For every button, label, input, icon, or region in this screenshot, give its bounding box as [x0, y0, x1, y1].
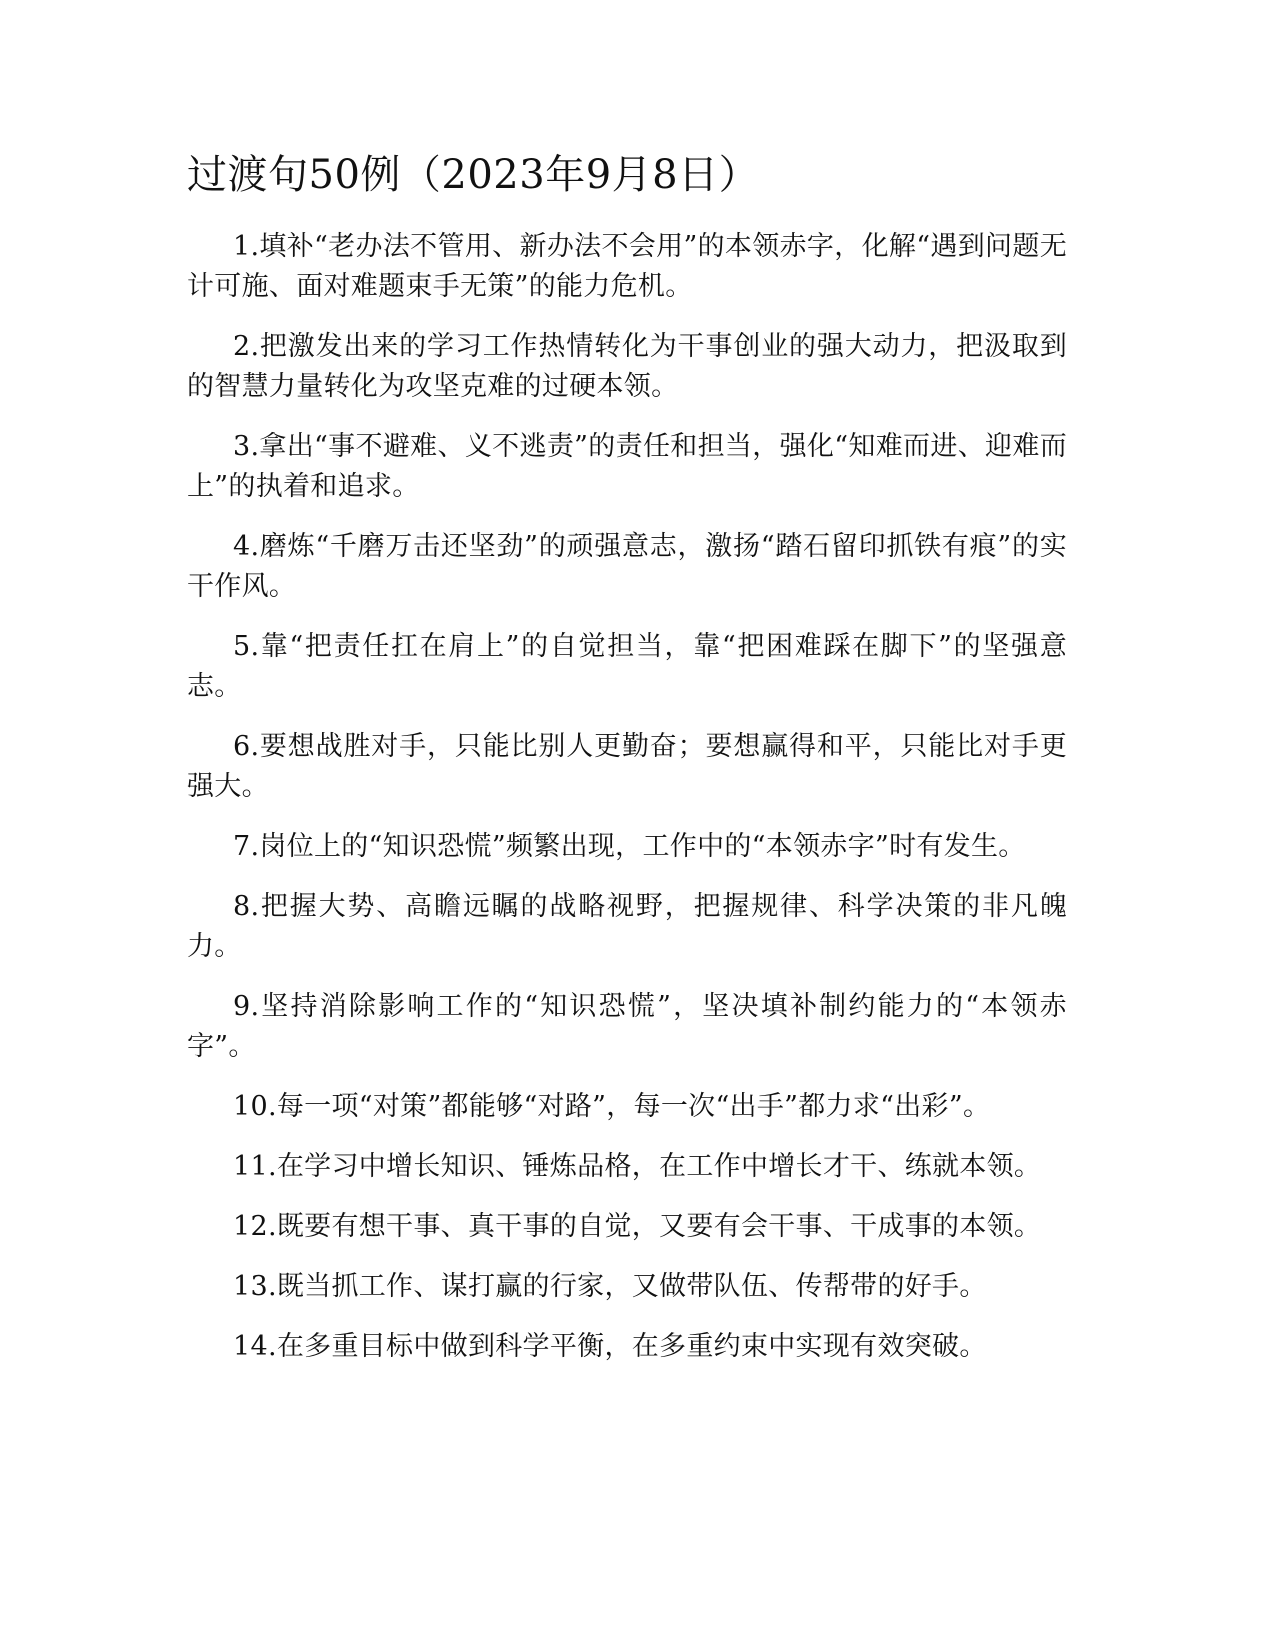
list-item: 5.靠“把责任扛在肩上”的自觉担当，靠“把困难踩在脚下”的坚强意志。 — [187, 631, 1067, 702]
list-item: 11.在学习中增长知识、锤炼品格，在工作中增长才干、练就本领。 — [233, 1151, 1042, 1182]
list-item: 7.岗位上的“知识恐慌”频繁出现，工作中的“本领赤字”时有发生。 — [233, 831, 1026, 862]
list-item: 8.把握大势、高瞻远瞩的战略视野，把握规律、科学决策的非凡魄力。 — [187, 891, 1067, 962]
list-item: 10.每一项“对策”都能够“对路”，每一次“出手”都力求“出彩”。 — [233, 1091, 991, 1122]
list-item: 14.在多重目标中做到科学平衡，在多重约束中实现有效突破。 — [233, 1331, 987, 1362]
list-item: 13.既当抓工作、谋打赢的行家，又做带队伍、传帮带的好手。 — [233, 1271, 987, 1302]
list-item: 6.要想战胜对手，只能比别人更勤奋；要想赢得和平，只能比对手更强大。 — [187, 731, 1067, 802]
list-item: 4.磨炼“千磨万击还坚劲”的顽强意志，激扬“踏石留印抓铁有痕”的实干作风。 — [187, 531, 1067, 602]
document-body — [187, 143, 1067, 1387]
document-title: 过渡句50例（2023年9月8日） — [187, 152, 760, 198]
list-item: 9.坚持消除影响工作的“知识恐慌”，坚决填补制约能力的“本领赤字”。 — [187, 991, 1067, 1062]
list-item: 3.拿出“事不避难、义不逃责”的责任和担当，强化“知难而进、迎难而上”的执着和追求。 — [187, 431, 1067, 502]
list-item: 2.把激发出来的学习工作热情转化为干事创业的强大动力，把汲取到的智慧力量转化为攻坚克难的过硬本领。 — [187, 331, 1067, 402]
list-item: 1.填补“老办法不管用、新办法不会用”的本领赤字，化解“遇到问题无计可施、面对难题束手无策”的能力危机。 — [187, 231, 1067, 302]
item-list — [187, 227, 1067, 1367]
list-item: 12.既要有想干事、真干事的自觉，又要有会干事、干成事的本领。 — [233, 1211, 1042, 1242]
